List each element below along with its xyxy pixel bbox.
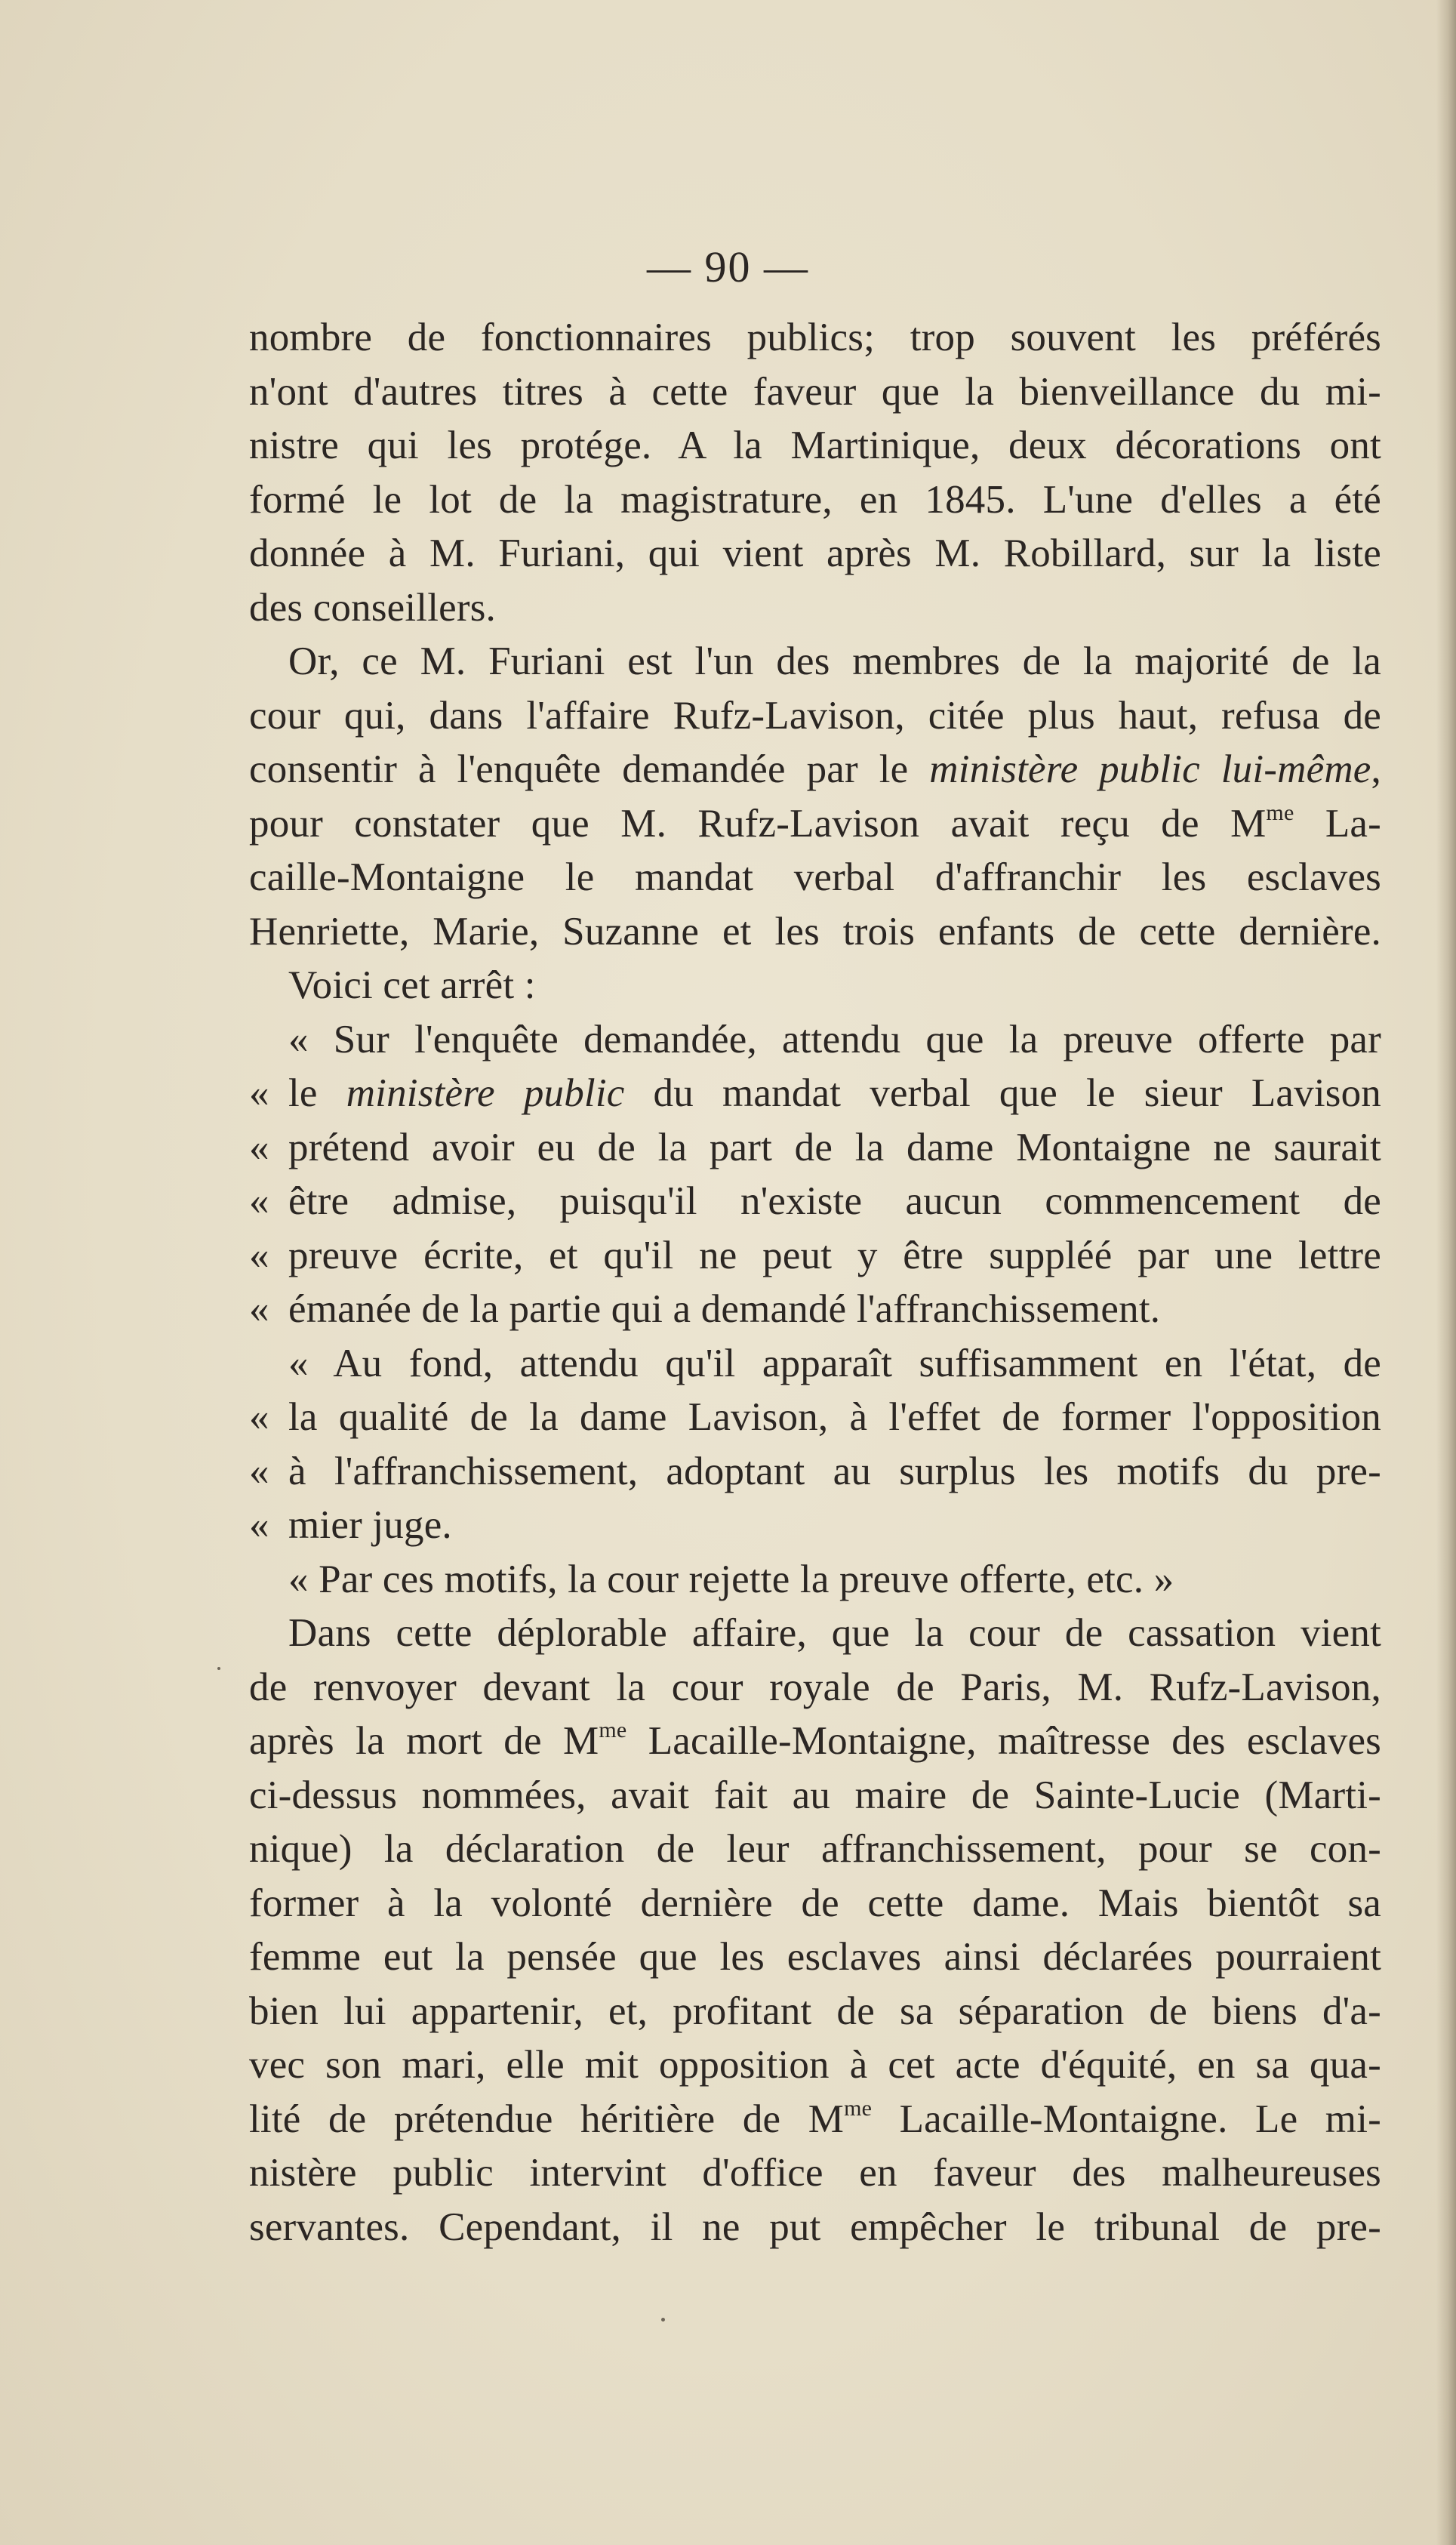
text-line: Dans cette déplorable affaire, que la cour de cassation vient (288, 1611, 1381, 1655)
text-run: du mandat verbal que le sieur Lavison (624, 1071, 1381, 1115)
text-run: , (1371, 747, 1381, 791)
guillemet: « (249, 1395, 269, 1439)
text-line: bien lui appartenir, et, profitant de sa séparation de biens d'a- (249, 1989, 1381, 2033)
text-run: consentir à l'enquête demandée par le (249, 747, 930, 791)
page-edge-shadow (1436, 0, 1456, 2545)
text-line (249, 1121, 1381, 1175)
text-run: à l'affranchissement, adoptant au surplus les motifs du pre- (288, 1449, 1381, 1493)
text-line: « Sur l'enquête demandée, attendu que la preuve offerte par (288, 1017, 1381, 1061)
text-run: la qualité de la dame Lavison, à l'effet de former l'opposition (288, 1395, 1381, 1439)
text-line: ci-dessus nommées, avait fait au maire de Sainte-Lucie (Marti- (249, 1773, 1381, 1817)
text-line (249, 743, 1381, 797)
text-run: Lacaille-Montaigne. Le mi- (872, 2097, 1381, 2141)
text-line: « Au fond, attendu qu'il apparaît suffisamment en l'état, de (288, 1341, 1381, 1385)
text-run: La- (1294, 801, 1381, 846)
text-run (288, 1067, 1381, 1121)
text-run: pour constater que M. Rufz-Lavison avait reçu de M (249, 801, 1267, 846)
paper-speck (217, 1667, 220, 1670)
text-line: Henriette, Marie, Suzanne et les trois enfants de cette dernière. (249, 909, 1381, 954)
text-run: le (288, 1071, 346, 1115)
text-run: Lacaille-Montaigne, maîtresse des esclaves (626, 1719, 1381, 1763)
guillemet: « (249, 1503, 269, 1547)
text-run: émanée de la partie qui a demandé l'affranchissement. (288, 1287, 1161, 1331)
text-line (249, 1175, 1381, 1229)
italic-text: ministère public (346, 1071, 625, 1115)
superscript: me (1266, 800, 1294, 825)
italic-text: ministère public lui-même (929, 747, 1371, 791)
paragraph-3: Voici cet arrêt : (288, 963, 536, 1007)
text-line: nistre qui les protége. A la Martinique, deux décorations ont (249, 424, 1381, 467)
superscript: me (599, 1718, 627, 1742)
text-line: formé le lot de la magistrature, en 1845. L'une d'elles a été (249, 477, 1381, 522)
text-line: nique) la déclaration de leur affranchissement, pour se con- (249, 1827, 1381, 1871)
text-line: Or, ce M. Furiani est l'un des membres de la majorité de la (288, 639, 1381, 683)
body-text (249, 311, 1381, 2254)
guillemet: « (249, 1287, 269, 1331)
text-line (249, 1499, 1381, 1553)
text-line (249, 1067, 1381, 1121)
text-run: être admise, puisqu'il n'existe aucun commencement de (288, 1179, 1381, 1223)
guillemet: « (249, 1071, 269, 1115)
paragraph-2 (249, 635, 1381, 959)
text-line (249, 1283, 1381, 1337)
text-line: donnée à M. Furiani, qui vient après M. Robillard, sur la liste (249, 531, 1381, 575)
text-line (249, 2093, 1381, 2147)
text-run: après la mort de M (249, 1719, 599, 1763)
quotation-3: « Par ces motifs, la cour rejette la preuve offerte, etc. » (288, 1557, 1174, 1601)
text-line: des conseillers. (249, 585, 496, 630)
text-line: servantes. Cependant, il ne put empêcher le tribunal de pre- (249, 2205, 1381, 2249)
text-line: de renvoyer devant la cour royale de Paris, M. Rufz-Lavison, (249, 1665, 1381, 1709)
text-line (249, 1445, 1381, 1499)
guillemet: « (249, 1233, 269, 1277)
quotation-1 (249, 1013, 1381, 1337)
text-line (249, 797, 1381, 852)
text-run: mier juge. (288, 1503, 452, 1547)
text-run: prétend avoir eu de la part de la dame Montaigne ne saurait (288, 1125, 1381, 1169)
text-line (249, 1229, 1381, 1283)
text-run: lité de prétendue héritière de M (249, 2097, 845, 2141)
text-line: cour qui, dans l'affaire Rufz-Lavison, citée plus haut, refusa de (249, 693, 1381, 738)
paper-speck (661, 2318, 665, 2322)
paragraph-4 (249, 1607, 1381, 2254)
text-line (249, 1391, 1381, 1445)
text-line: caille-Montaigne le mandat verbal d'affranchir les esclaves (249, 855, 1381, 899)
superscript: me (844, 2095, 873, 2121)
text-line: femme eut la pensée que les esclaves ainsi déclarées pourraient (249, 1935, 1381, 1979)
page-number: — 90 — (647, 242, 809, 291)
guillemet: « (249, 1449, 269, 1493)
text-line: n'ont d'autres titres à cette faveur que la bienveillance du mi- (249, 369, 1381, 414)
text-line: nombre de fonctionnaires publics; trop souvent les préférés (249, 316, 1381, 359)
paragraph-1 (249, 311, 1381, 635)
text-run: preuve écrite, et qu'il ne peut y être suppléé par une lettre (288, 1233, 1381, 1277)
guillemet: « (249, 1179, 269, 1223)
text-line: former à la volonté dernière de cette dame. Mais bientôt sa (249, 1881, 1381, 1925)
text-line (249, 1715, 1381, 1769)
guillemet: « (249, 1125, 269, 1169)
text-line: nistère public intervint d'office en faveur des malheureuses (249, 2151, 1381, 2195)
text-line: vec son mari, elle mit opposition à cet acte d'équité, en sa qua- (249, 2043, 1381, 2087)
quotation-2 (249, 1337, 1381, 1553)
